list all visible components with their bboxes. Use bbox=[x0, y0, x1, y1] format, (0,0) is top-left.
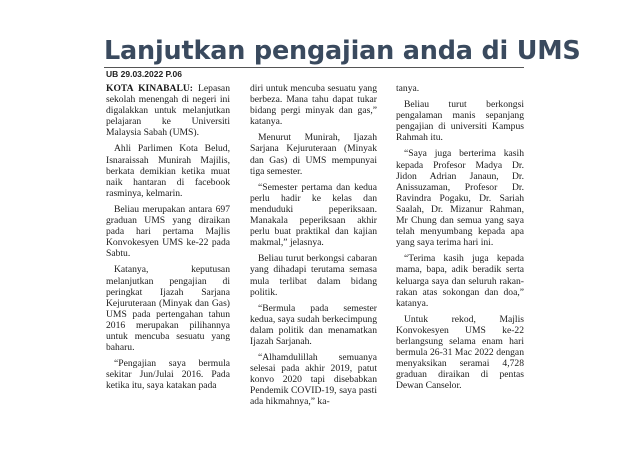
paragraph: “Terima kasih juga kepada mama, bapa, adik beradik serta keluarga saya dan seluruh rakan-rakan atas sokongan dan doa,” katanya. bbox=[396, 253, 524, 309]
paragraph: Untuk rekod, Majlis Konvokesyen UMS ke-22 berlangsung selama enam hari bermula 26-31 Mac 2022 dengan menyaksikan seramai 4,728 graduan diraikan di pentas Dewan Canselor. bbox=[396, 313, 524, 392]
paragraph: “Alhamdulillah semuanya selesai pada akhir 2019, patut konvo 2020 tapi disebabkan Pendemik COVID-19, saya pasti ada hikmahnya,” ka- bbox=[250, 352, 377, 408]
paragraph: “Saya juga berterima kasih kepada Profesor Madya Dr. Jidon Adrian Janaun, Dr. Anissuzaman, Profesor Dr. Ravindra Pogaku, Dr. Sariah Saalah, Dr. Mizanur Rahman, Mr Chung dan semua yang saya telah menyumbang kepada apa yang saya terima hari ini. bbox=[396, 148, 524, 249]
paragraph: Beliau merupakan antara 697 graduan UMS yang diraikan pada hari pertama Majlis Konvokesyen UMS ke-22 pada Sabtu. bbox=[106, 203, 230, 260]
paragraph: Menurut Munirah, Ijazah Sarjana Kejuruteraan (Minyak dan Gas) di UMS mempunyai tiga semester. bbox=[250, 132, 377, 177]
paragraph: Beliau turut berkongsi cabaran yang dihadapi terutama semasa mula terlibat dalam bidang politik. bbox=[250, 253, 377, 298]
newspaper-clipping bbox=[104, 33, 581, 411]
paragraph: diri untuk mencuba sesuatu yang berbeza. Mana tahu dapat tukar bidang pergi minyak dan gas,” katanya. bbox=[250, 83, 377, 128]
article-column-3 bbox=[396, 83, 524, 396]
paragraph: “Pengajian saya bermula sekitar Jun/Julai 2016. Pada ketika itu, saya katakan pada bbox=[106, 358, 230, 392]
paragraph: Katanya, keputusan melanjutkan pengajian di peringkat Ijazah Sarjana Kejuruteraan (Minyak dan Gas) UMS pada pertengahan tahun 2016 merupakan pilihannya untuk mencuba sesuatu yang baharu. bbox=[106, 264, 230, 354]
paragraph: tanya. bbox=[396, 83, 420, 94]
headline: Lanjutkan pengajian anda di UMS bbox=[104, 36, 581, 66]
article-column-1 bbox=[106, 83, 230, 396]
dateline: KOTA KINABALU: bbox=[106, 83, 193, 94]
article-column-2 bbox=[250, 83, 377, 413]
paragraph-text: Lepasan sekolah menengah di negeri ini digalakkan untuk melanjutkan pelajaran ke Universiti Malaysia Sabah (UMS). bbox=[106, 83, 230, 139]
source-line: UB 29.03.2022 P.06 bbox=[106, 69, 182, 79]
paragraph: Beliau turut berkongsi pengalaman manis sepanjang pengajian di universiti Kampus Rahmah itu. bbox=[396, 99, 524, 144]
paragraph bbox=[106, 83, 230, 138]
paragraph: “Bermula pada semester kedua, saya sudah berkecimpung dalam politik dan menamatkan Ijazah Sarjanah. bbox=[250, 302, 377, 347]
headline-rule bbox=[104, 67, 524, 68]
paragraph: Ahli Parlimen Kota Belud, Isnaraissah Munirah Majilis, berkata demikian ketika muat naik hantaran di facebook rasminya, kelmarin. bbox=[106, 143, 230, 199]
paragraph: “Semester pertama dan kedua perlu hadir ke kelas dan menduduki peperiksaan. Manakala peperiksaan akhir perlu buat praktikal dan kajian makmal,” jelasnya. bbox=[250, 181, 377, 249]
